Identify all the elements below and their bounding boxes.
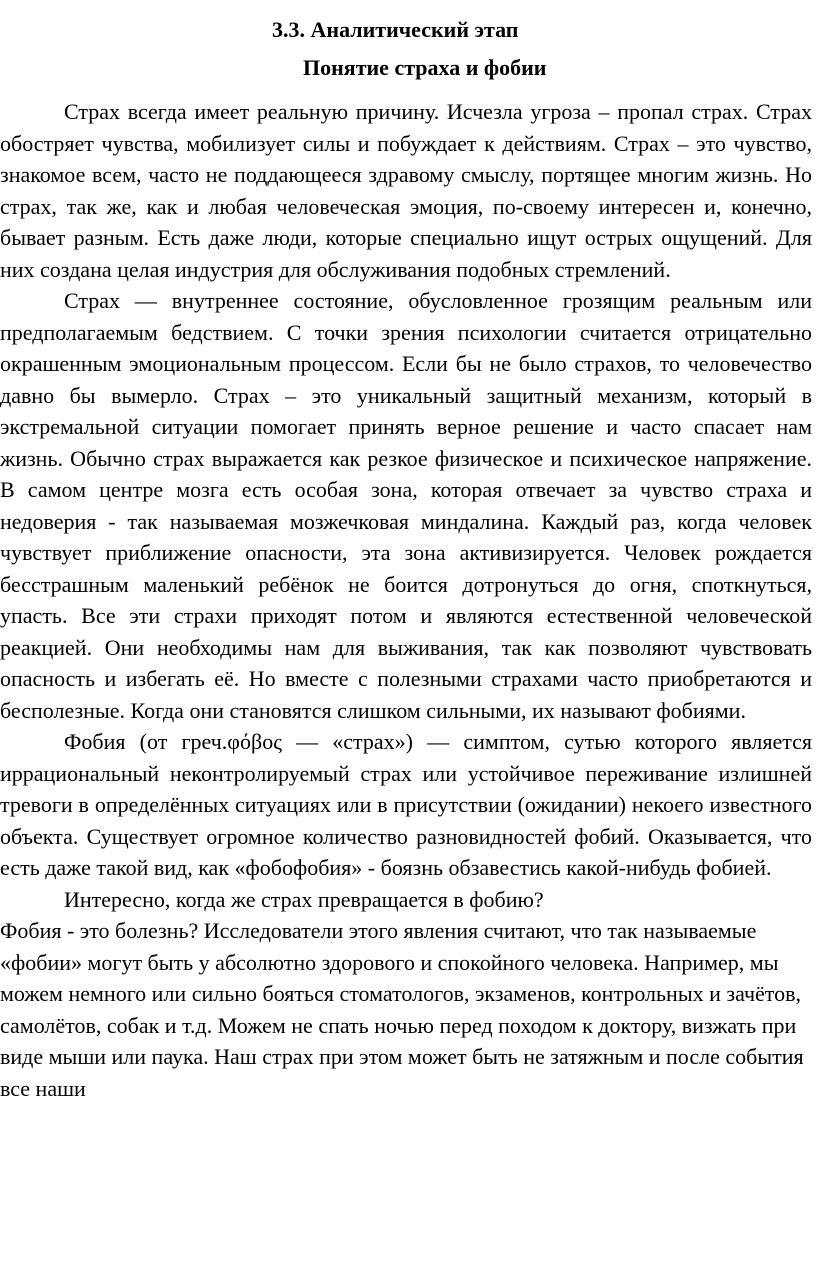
- section-title: 3.3. Аналитический этап: [272, 17, 519, 42]
- paragraph-phobia-definition: Фобия (от греч.φόβος — «страх») — симптом, сутью которого является иррациональный неконтролируемый страх или устойчивое переживание излишней тревоги в определённых ситуациях или в присутствии (ожидании) некоего известного объекта. Существует огромное количество разновидностей фобий. Оказывается, что есть даже такой вид, как «фобофобия» - боязнь обзавестись какой-нибудь фобией.: [0, 729, 812, 880]
- paragraph-phobia-question: Интересно, когда же страх превращается в фобию?: [64, 886, 544, 912]
- document-body: [0, 96, 812, 1104]
- section-subtitle: Понятие страха и фобии: [303, 55, 547, 80]
- paragraph-fear-cause: Страх всегда имеет реальную причину. Исчезла угроза – пропал страх. Страх обостряет чувства, мобилизует силы и побуждает к действиям. Страх – это чувство, знакомое всем, часто не поддающееся здравому смыслу, портящее многим жизнь. Но страх, так же, как и любая человеческая эмоция, по-своему интересен и, конечно, бывает разным. Есть даже люди, которые специально ищут острых ощущений. Для них создана целая индустрия для обслуживания подобных стремлений.: [0, 99, 812, 282]
- paragraph-fear-definition: Страх — внутреннее состояние, обусловленное грозящим реальным или предполагаемым бедствием. С точки зрения психологии считается отрицательно окрашенным эмоциональным процессом. Если бы не было страхов, то человечество давно бы вымерло. Страх – это уникальный защитный механизм, который в экстремальной ситуации помогает принять верное решение и часто спасает нам жизнь. Обычно страх выражается как резкое физическое и психическое напряжение. В самом центре мозга есть особая зона, которая отвечает за чувство страха и недоверия - так называемая мозжечковая миндалина. Каждый раз, когда человек чувствует приближение опасности, эта зона активизируется. Человек рождается бесстрашным маленький ребёнок не боится дотронуться до огня, споткнуться, упасть. Все эти страхи приходят потом и являются естественной человеческой реакцией. Они необходимы нам для выживания, так как позволяют чувствовать опасность и избегать её. Но вместе с полезными страхами часто приобретаются и бесполезные. Когда они становятся слишком сильными, их называют фобиями.: [0, 288, 812, 723]
- paragraph-phobia-disease: Фобия - это болезнь? Исследователи этого явления считают, что так называемые «фобии» могут быть у абсолютно здорового и спокойного человека. Например, мы можем немного или сильно бояться стоматологов, экзаменов, контрольных и зачётов, самолётов, собак и т.д. Можем не спать ночью перед походом к доктору, визжать при виде мыши или паука. Наш страх при этом может быть не затяжным и после события все наши: [0, 918, 804, 1101]
